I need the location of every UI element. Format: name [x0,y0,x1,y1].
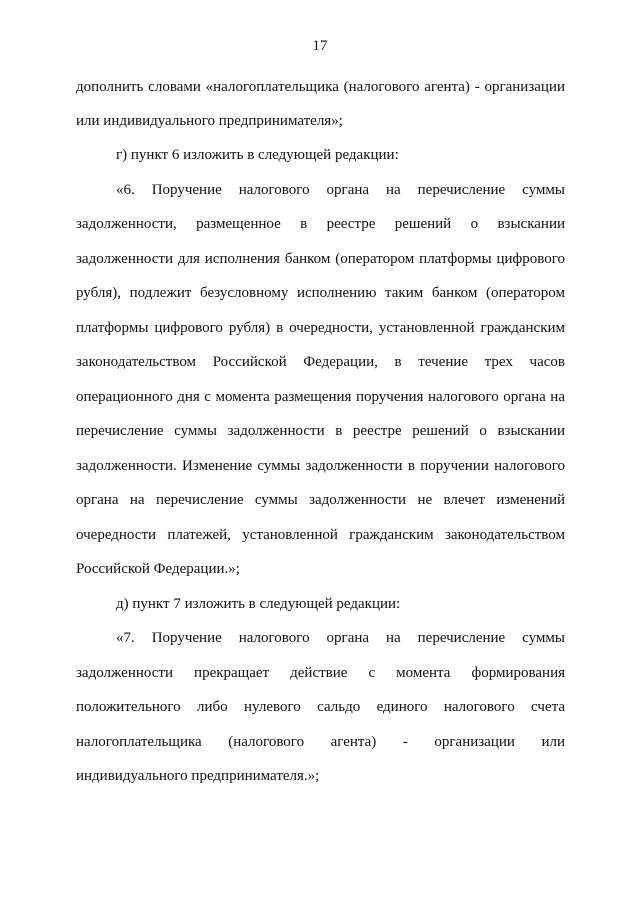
text-line: или индивидуального предпринимателя»; [76,113,343,129]
text-line: рубля), подлежит безусловному исполнению таким банком (оператором [76,285,565,301]
text-line: задолженности. Изменение суммы задолженности в поручении налогового [76,458,565,474]
text-line: перечисление суммы задолженности в реестре решений о взыскании [76,423,565,439]
page-number: 17 [312,38,328,54]
text-line: дополнить словами «налогоплательщика (налогового агента) - организации [76,79,565,95]
text-line: законодательством Российской Федерации, в течение трех часов [76,354,565,370]
text-line: платформы цифрового рубля) в очередности, установленной гражданским [76,320,565,336]
text-line: задолженности для исполнения банком (оператором платформы цифрового [76,251,565,267]
text-line: операционного дня с момента размещения поручения налогового органа на [76,389,565,405]
text-line: д) пункт 7 изложить в следующей редакции: [116,596,401,612]
text-line: очередности платежей, установленной гражданским законодательством [76,527,565,543]
text-line: положительного либо нулевого сальдо единого налогового счета [76,699,565,715]
text-line: налогоплательщика (налогового агента) - организации или [76,734,565,750]
text-line: Российской Федерации.»; [76,561,240,577]
text-line: задолженности прекращает действие с момента формирования [76,665,565,681]
text-line: индивидуального предпринимателя.»; [76,768,320,784]
text-line: г) пункт 6 изложить в следующей редакции: [116,147,399,163]
text-line: «6. Поручение налогового органа на перечисление суммы [116,182,565,198]
text-line: «7. Поручение налогового органа на перечисление суммы [116,630,565,646]
text-line: органа на перечисление суммы задолженности не влечет изменений [76,492,565,508]
text-line: задолженности, размещенное в реестре решений о взыскании [76,216,565,232]
